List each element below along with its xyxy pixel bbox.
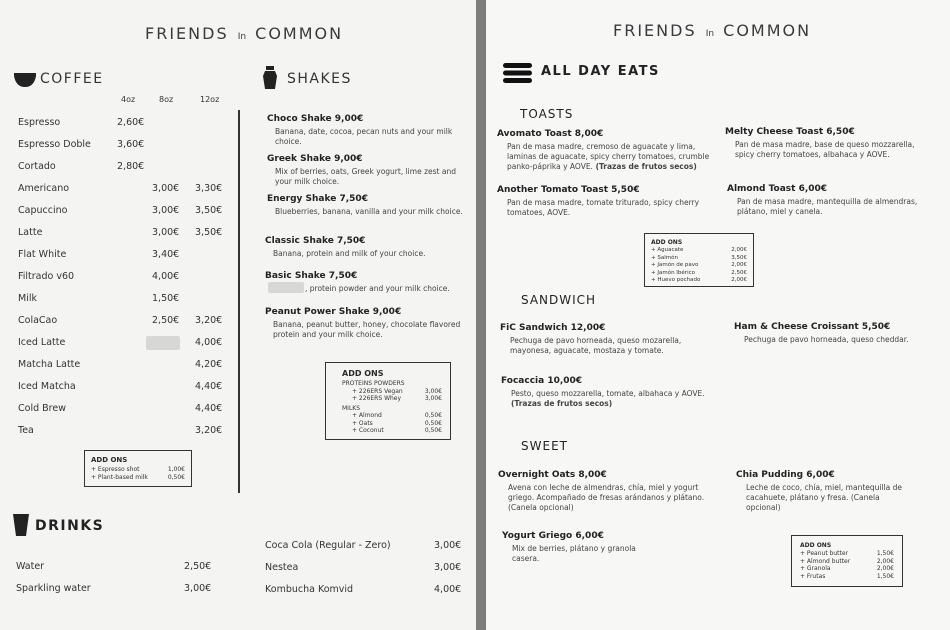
coffee-price-8oz: 3,40€ <box>152 249 180 260</box>
shake-title: Choco Shake 9,00€ <box>267 114 364 124</box>
menu-page-food <box>486 0 950 630</box>
shake-title: Energy Shake 7,50€ <box>267 194 368 204</box>
coffee-item-name: Capuccino <box>18 205 68 216</box>
addon-price: 0,50€ <box>424 419 442 427</box>
shake-description: Banana, peanut butter, honey, chocolate flavored protein and your milk choice. <box>273 320 461 339</box>
food-item-description: Leche de coco, chía, miel, mantequilla de cacahuete, plátano y fresa. (Canela opcional) <box>746 483 902 512</box>
shake-title: Basic Shake 7,50€ <box>265 271 358 281</box>
coffee-price-12oz: 4,20€ <box>195 359 223 370</box>
addon-row <box>800 550 894 558</box>
food-item-description: Pechuga de pavo horneada, queso mozarella, mayonesa, aguacate, mostaza y tomate. <box>510 336 682 355</box>
shake-description: Banana, date, cocoa, pecan nuts and your milk choice. <box>275 127 453 146</box>
coffee-price-4oz: 2,80€ <box>117 161 145 172</box>
drink-price: 3,00€ <box>434 562 462 573</box>
addon-row <box>651 247 747 255</box>
size-12oz: 12oz <box>200 95 220 104</box>
coffee-cup-icon <box>14 72 36 92</box>
coffee-price-8oz: 2,50€ <box>152 315 180 326</box>
addon-name: + Aguacate <box>651 247 684 253</box>
addons-title: ADD ONS <box>800 542 832 549</box>
coffee-item-name: Milk <box>18 293 37 304</box>
brand-word: In <box>705 29 715 39</box>
food-item-title: Overnight Oats 8,00€ <box>498 470 607 480</box>
shake-description: Banana, protein and milk of your choice. <box>273 249 426 258</box>
allergen-note: (Trazas de frutos secos) <box>511 399 613 408</box>
addon-price: 0,50€ <box>167 473 185 481</box>
shakes-section-title: SHAKES <box>287 71 352 87</box>
coffee-price-12oz: 4,00€ <box>195 337 223 348</box>
coffee-addons-box <box>84 450 192 487</box>
glass-icon <box>13 514 29 540</box>
coffee-item-name: Tea <box>18 425 34 436</box>
coffee-item-name: Flat White <box>18 249 67 260</box>
drink-price: 3,00€ <box>434 540 462 551</box>
drink-name: Water <box>16 561 45 572</box>
addon-row <box>800 565 894 573</box>
drink-name: Sparkling water <box>16 583 91 594</box>
brand-logo <box>145 24 343 43</box>
addon-price: 2,00€ <box>731 262 747 268</box>
food-item-description: Mix de berries, plátano y granola casera. <box>512 544 636 563</box>
size-4oz: 4oz <box>121 95 136 104</box>
addon-price: 1,50€ <box>876 550 894 557</box>
addon-row <box>651 255 747 263</box>
milks-title: MILKS <box>342 404 361 412</box>
addon-price: 3,50€ <box>731 254 747 261</box>
column-divider <box>238 110 240 493</box>
addon-row <box>352 420 442 428</box>
addon-name: + Almond butter <box>800 557 851 565</box>
coffee-item-name: Cortado <box>18 161 56 172</box>
addon-row <box>651 262 747 270</box>
addon-name: + Granola <box>800 565 831 572</box>
toasts-section-title: TOASTS <box>520 107 574 121</box>
addon-name: + Coconut <box>352 427 384 434</box>
addon-price: 2,50€ <box>731 269 747 276</box>
allergen-note: (Trazas de frutos secos) <box>592 162 697 171</box>
shaker-icon <box>262 66 278 94</box>
addon-price: 3,00€ <box>424 387 442 395</box>
addon-row <box>91 466 185 474</box>
drink-price: 2,50€ <box>184 561 212 572</box>
coffee-price-8oz: 1,50€ <box>152 293 180 304</box>
coffee-price-12oz: 3,20€ <box>195 315 223 326</box>
addon-name: + Jamón Ibérico <box>651 269 695 276</box>
addon-price: 1,00€ <box>167 466 185 473</box>
addon-price: 2,00€ <box>876 565 894 572</box>
coffee-price-8oz: 3,00€ <box>152 183 180 194</box>
food-item-description: Avena con leche de almendras, chía, miel y yogurt griego. Acompañado de fresas arándanos y plátano. (Canela opcional) <box>508 483 705 512</box>
addon-row <box>352 412 442 420</box>
food-item-title: Focaccia 10,00€ <box>501 376 583 386</box>
coffee-price-4oz: 3,60€ <box>117 139 145 150</box>
food-item-title: Ham & Cheese Croissant 5,50€ <box>734 322 891 332</box>
food-item-description: Pesto, queso mozzarella, tomate, albahaca y AOVE. (Trazas de frutos secos) <box>511 389 705 408</box>
obscured-area <box>146 336 180 350</box>
drink-name: Kombucha Komvid <box>265 584 354 595</box>
drink-name: Coca Cola (Regular - Zero) <box>265 540 391 551</box>
addon-name: + Peanut butter <box>800 550 849 557</box>
addon-name: + Oats <box>352 419 373 427</box>
size-8oz: 8oz <box>159 95 174 104</box>
drink-name: Nestea <box>265 562 299 573</box>
sweet-section-title: SWEET <box>521 439 568 453</box>
coffee-price-8oz: 3,00€ <box>152 205 180 216</box>
shake-description: Blueberries, banana, vanilla and your milk choice. <box>275 207 463 216</box>
addon-name: + Salmón <box>651 254 678 261</box>
coffee-item-name: Iced Matcha <box>18 381 76 392</box>
drink-price: 4,00€ <box>434 584 462 595</box>
food-item-title: Another Tomato Toast 5,50€ <box>497 185 640 195</box>
addon-row <box>800 573 894 581</box>
brand-word: FRIENDS <box>613 21 697 40</box>
shake-title: Classic Shake 7,50€ <box>265 236 366 246</box>
shake-title: Peanut Power Shake 9,00€ <box>265 307 402 317</box>
drinks-section-title: DRINKS <box>35 518 105 534</box>
addon-name: + Almond <box>352 412 382 419</box>
drink-price: 3,00€ <box>184 583 212 594</box>
protein-powders-title: PROTEINS POWDERS <box>342 380 405 387</box>
addon-row <box>91 474 185 482</box>
addon-price: 1,50€ <box>876 572 894 580</box>
sweet-addons-box <box>791 535 903 587</box>
addon-name: + Huevo pochado <box>651 277 701 283</box>
addon-row <box>800 558 894 566</box>
addon-row <box>352 427 442 435</box>
coffee-item-name: Espresso Doble <box>18 139 91 150</box>
addon-name: + 226ERS Vegan <box>352 387 403 395</box>
coffee-item-name: Latte <box>18 227 43 238</box>
addon-row <box>651 270 747 278</box>
all-day-eats-title: ALL DAY EATS <box>541 64 660 79</box>
food-item-description: Pechuga de pavo horneada, queso cheddar. <box>744 335 909 344</box>
sandwich-section-title: SANDWICH <box>521 293 597 307</box>
coffee-item-name: Cold Brew <box>18 403 66 414</box>
coffee-item-name: Espresso <box>18 117 61 128</box>
brand-word: COMMON <box>255 24 344 43</box>
coffee-price-12oz: 4,40€ <box>195 403 223 414</box>
shake-description: Mix of berries, oats, Greek yogurt, lime zest and your milk choice. <box>275 167 456 186</box>
addons-title: ADD ONS <box>342 369 384 378</box>
coffee-price-12oz: 3,30€ <box>195 183 223 194</box>
brand-word: In <box>237 32 247 42</box>
coffee-price-8oz: 3,00€ <box>152 227 180 238</box>
addon-name: + Plant-based milk <box>91 473 148 481</box>
coffee-item-name: Americano <box>18 183 70 194</box>
coffee-price-4oz: 2,60€ <box>117 117 145 128</box>
addon-row <box>352 388 442 396</box>
brand-word: FRIENDS <box>145 24 229 43</box>
menu-lines-icon <box>503 63 532 87</box>
addon-price: 3,00€ <box>424 395 442 402</box>
shake-title: Greek Shake 9,00€ <box>267 154 363 164</box>
addon-row <box>352 395 442 403</box>
addon-name: + Espresso shot <box>91 466 140 473</box>
toasts-addons-box <box>644 233 754 287</box>
food-item-title: Yogurt Griego 6,00€ <box>502 531 604 541</box>
addon-price: 0,50€ <box>424 427 442 434</box>
coffee-price-8oz: 4,00€ <box>152 271 180 282</box>
addons-title: ADD ONS <box>91 456 128 464</box>
addon-price: 2,00€ <box>731 247 747 253</box>
food-item-title: Chia Pudding 6,00€ <box>736 470 835 480</box>
coffee-item-name: Matcha Latte <box>18 359 81 370</box>
food-item-description: Pan de masa madre, cremoso de aguacate y lima, laminas de aguacate, spicy cherry tomatoes, crumble panko-páprika y AOVE. (Trazas de frutos secos) <box>507 142 710 171</box>
food-item-description: Pan de masa madre, mantequilla de almendras, plátano, miel y canela. <box>737 197 918 216</box>
addon-name: + Frutas <box>800 572 826 580</box>
addon-row <box>651 277 747 285</box>
addon-price: 0,50€ <box>424 412 442 419</box>
food-item-title: Almond Toast 6,00€ <box>727 184 828 194</box>
addon-price: 2,00€ <box>731 277 747 283</box>
shake-description: , protein powder and your milk choice. <box>305 284 450 293</box>
addon-price: 2,00€ <box>876 557 894 565</box>
coffee-price-12oz: 3,50€ <box>195 227 223 238</box>
food-item-description: Pan de masa madre, base de queso mozzarella, spicy cherry tomatoes, albahaca y AOVE. <box>735 140 915 159</box>
food-item-title: Melty Cheese Toast 6,50€ <box>725 127 855 137</box>
food-item-description: Pan de masa madre, tomate triturado, spicy cherry tomatoes, AOVE. <box>507 198 700 217</box>
obscured-area <box>268 282 304 293</box>
brand-logo <box>613 21 811 40</box>
addon-name: + Jamón de pavo <box>651 262 699 268</box>
coffee-price-12oz: 3,50€ <box>195 205 223 216</box>
coffee-item-name: ColaCao <box>18 315 58 326</box>
coffee-price-12oz: 3,20€ <box>195 425 223 436</box>
coffee-item-name: Iced Latte <box>18 337 66 348</box>
coffee-section-title: COFFEE <box>40 71 104 87</box>
food-item-title: FiC Sandwich 12,00€ <box>500 323 606 333</box>
addons-title: ADD ONS <box>651 239 683 246</box>
coffee-price-12oz: 4,40€ <box>195 381 223 392</box>
addon-name: + 226ERS Whey <box>352 395 402 402</box>
shakes-addons-box <box>325 362 451 440</box>
coffee-item-name: Filtrado v60 <box>18 271 75 282</box>
brand-word: COMMON <box>723 21 812 40</box>
food-item-title: Avomato Toast 8,00€ <box>497 129 604 139</box>
